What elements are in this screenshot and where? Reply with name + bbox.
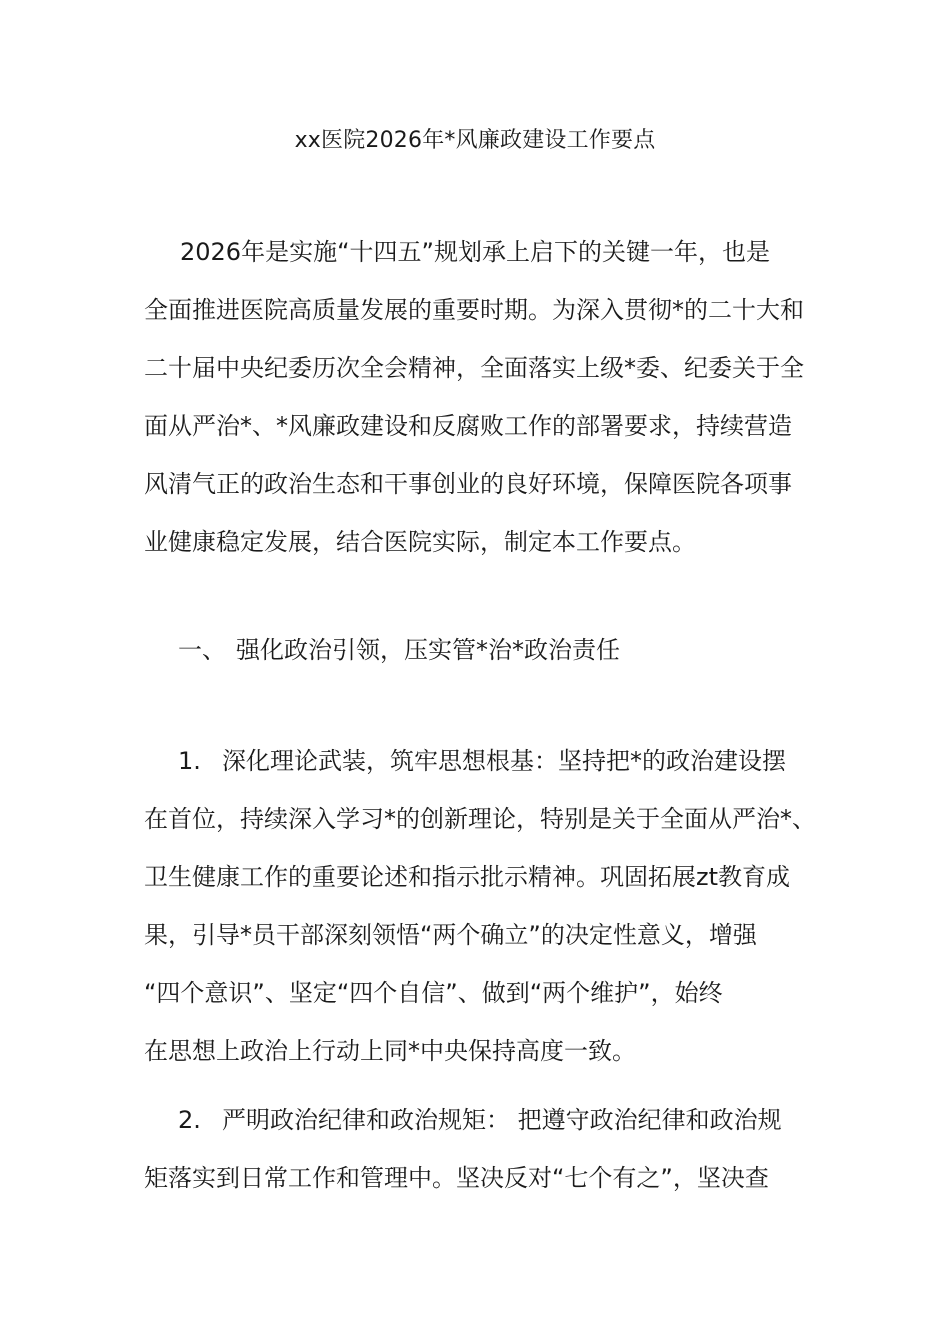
intro-line: 风清气正的政治生态和干事创业的良好环境，保障医院各项事 (144, 470, 792, 498)
intro-line: 二十届中央纪委历次全会精神，全面落实上级*委、纪委关于全 (144, 354, 804, 382)
item-number: 2. (178, 1106, 201, 1134)
list-item-1 (144, 732, 814, 1080)
document-title: xx医院2026年*风廉政建设工作要点 (294, 128, 656, 153)
item-line: 在思想上政治上行动上同*中央保持高度一致。 (144, 1037, 636, 1065)
section-heading-text: 强化政治引领，压实管*治*政治责任 (236, 636, 620, 664)
section-heading (144, 621, 814, 679)
item-first-line: 严明政治纪律和政治规矩： 把遵守政治纪律和政治规 (222, 1106, 782, 1134)
intro-line: 2026年是实施“十四五”规划承上启下的关键一年，也是 (180, 238, 770, 266)
list-item-2 (144, 1091, 814, 1207)
item-line: 在首位，持续深入学习*的创新理论，特别是关于全面从严治*、 (144, 805, 816, 833)
intro-line: 全面推进医院高质量发展的重要时期。为深入贯彻*的二十大和 (144, 296, 804, 324)
item-number: 1. (178, 747, 201, 775)
intro-line: 面从严治*、*风廉政建设和反腐败工作的部署要求，持续营造 (144, 412, 792, 440)
item-line: 矩落实到日常工作和管理中。坚决反对“七个有之”，坚决查 (144, 1164, 769, 1192)
item-line: 卫生健康工作的重要论述和指示批示精神。巩固拓展zt教育成 (144, 863, 791, 891)
section-number: 一、 (178, 636, 226, 664)
item-line: 果，引导*员干部深刻领悟“两个确立”的决定性意义，增强 (144, 921, 757, 949)
intro-line: 业健康稳定发展，结合医院实际，制定本工作要点。 (144, 528, 696, 556)
intro-paragraph (144, 223, 814, 571)
item-first-line: 深化理论武装，筑牢思想根基：坚持把*的政治建设摆 (222, 747, 786, 775)
item-line: “四个意识”、坚定“四个自信”、做到“两个维护”，始终 (144, 979, 723, 1007)
